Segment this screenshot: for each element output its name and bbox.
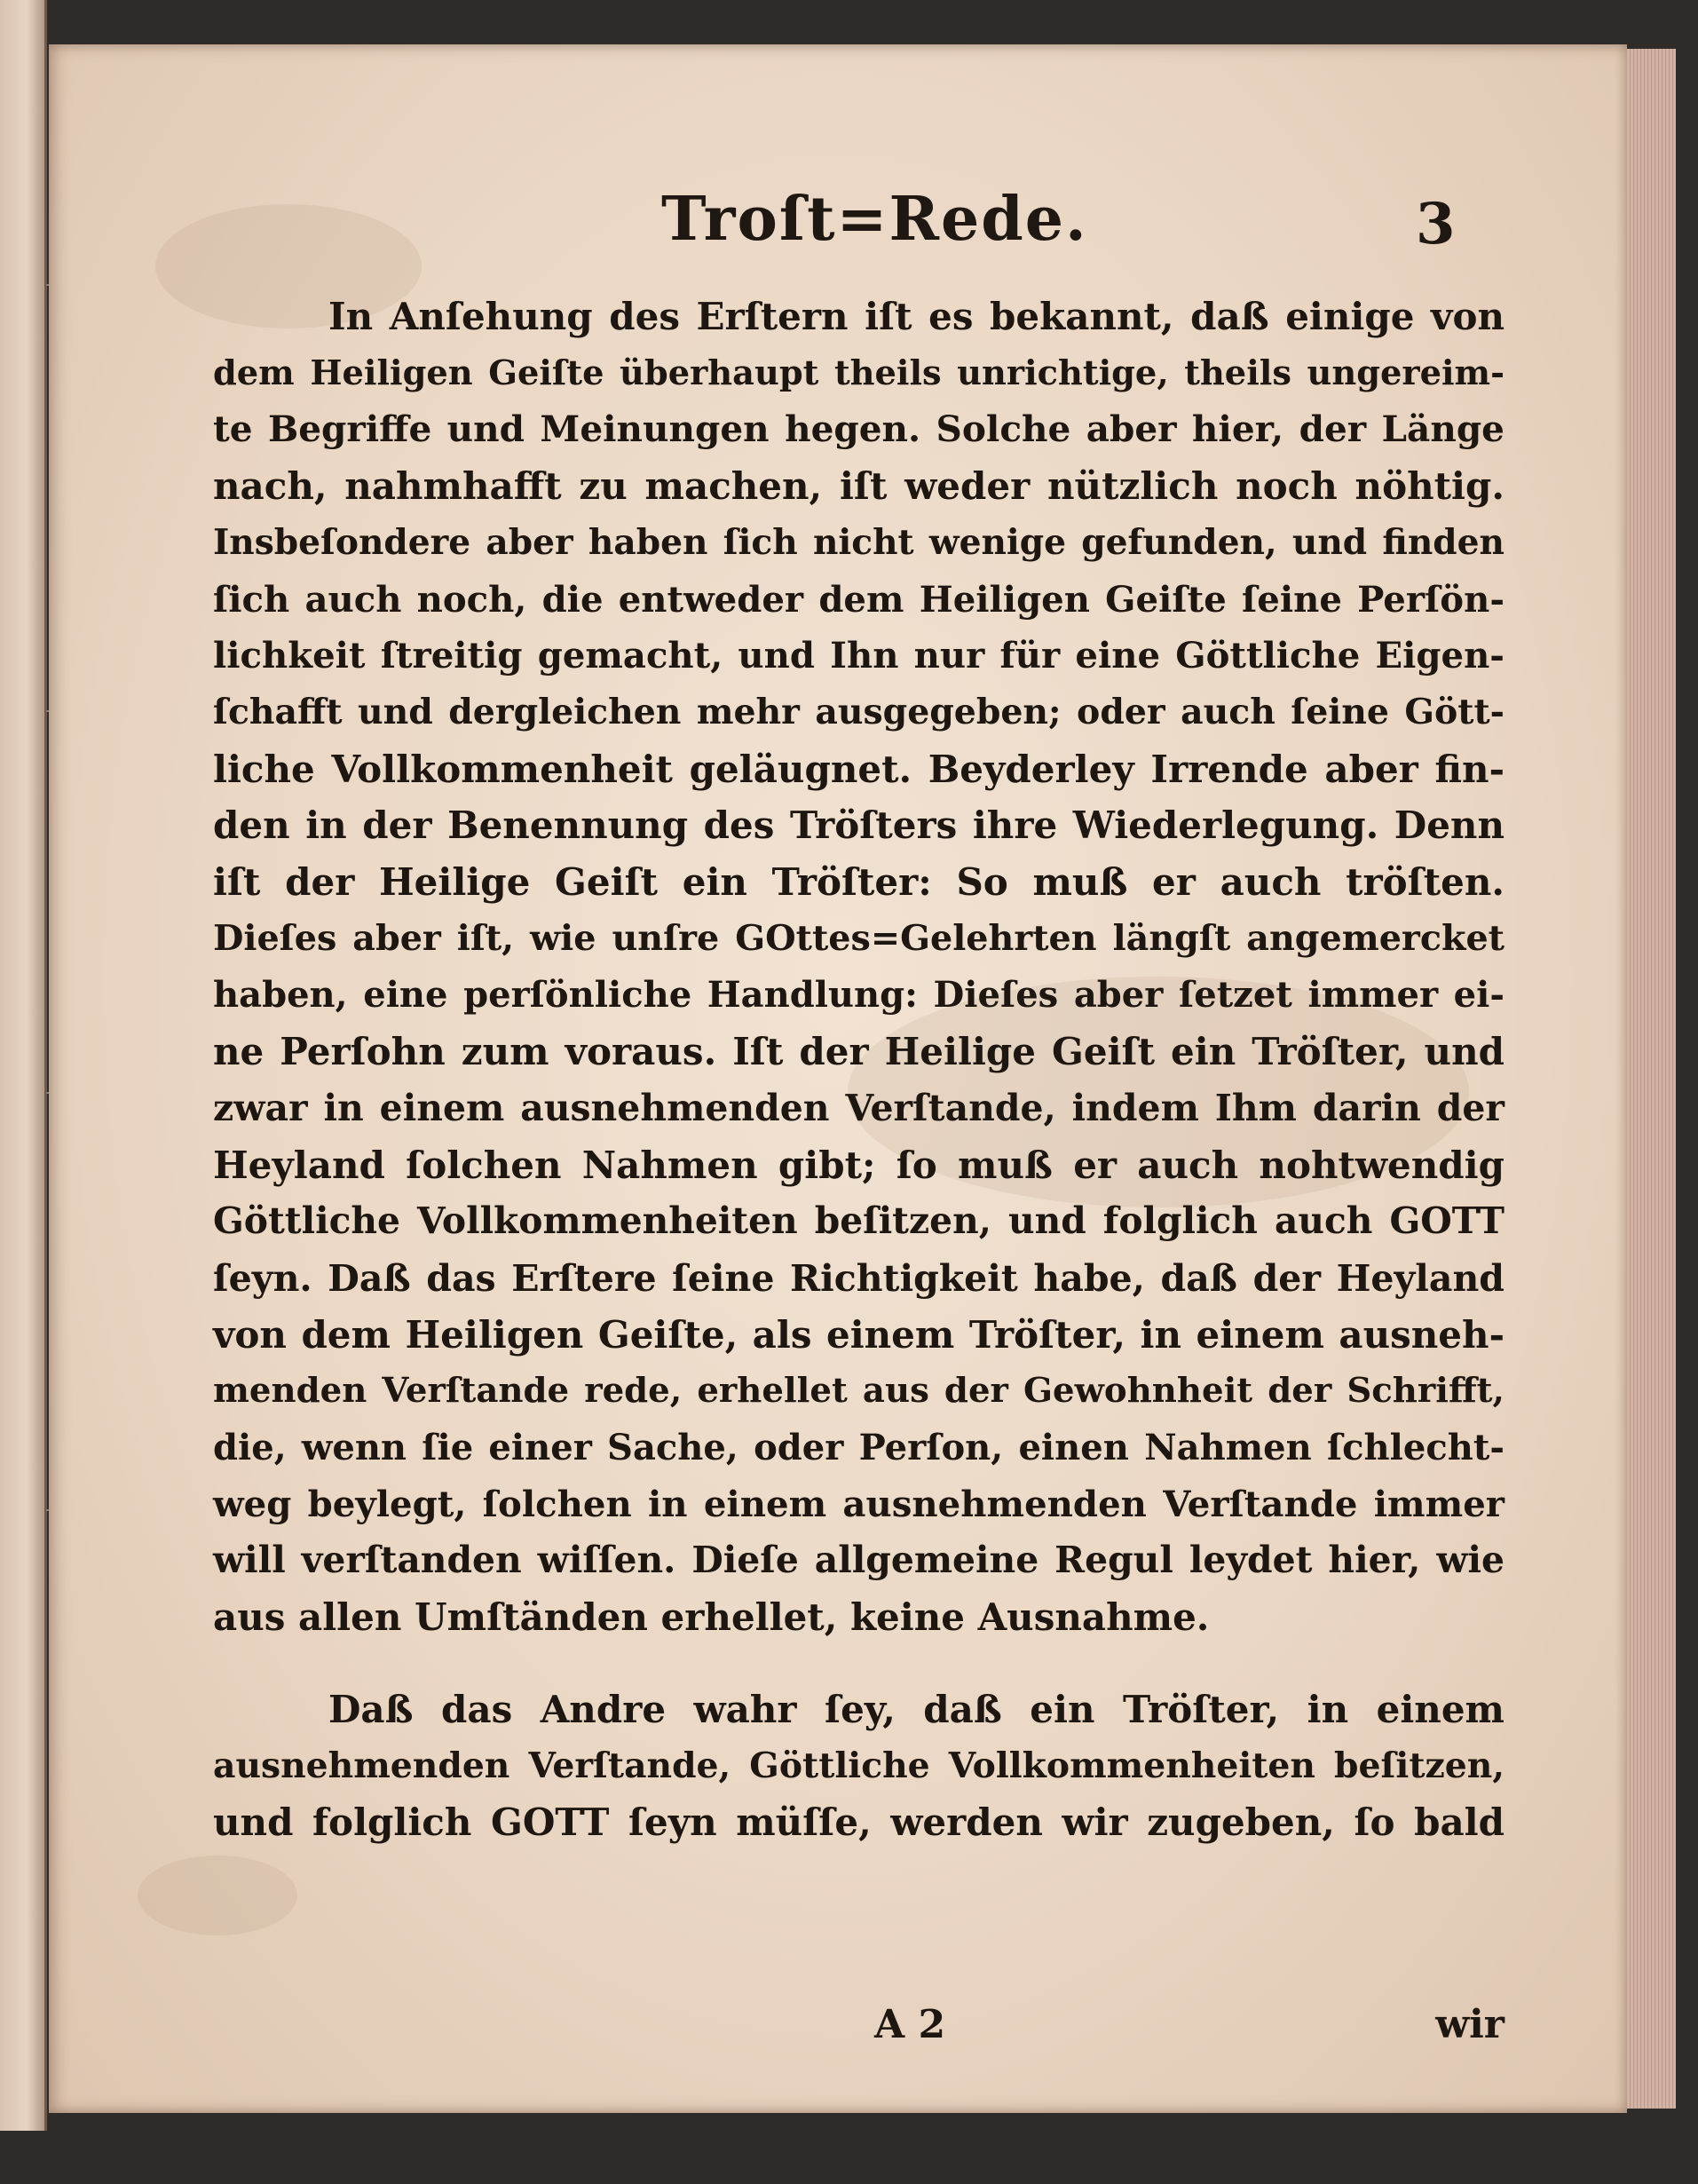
page-header: [49, 173, 1627, 271]
text-line: haben, eine perſönliche Handlung: Dieſes aber ſetzet immer ei-: [213, 974, 1505, 1017]
text-line: iſt der Heilige Geiſt ein Tröſter: So muß er auch tröſten.: [213, 860, 1505, 905]
text-line: ne Perſohn zum voraus. Iſt der Heilige Geiſt ein Tröſter, und: [213, 1030, 1505, 1074]
paragraph-1: [213, 289, 1505, 1646]
body-text: [213, 289, 1505, 1851]
text-line: ſeyn. Daß das Erſtere ſeine Richtigkeit habe, daß der Heyland: [213, 1255, 1505, 1300]
text-line: weg beylegt, ſolchen in einem ausnehmenden Verſtande immer: [213, 1483, 1505, 1525]
text-line: ſchafft und dergleichen mehr ausgegeben; oder auch ſeine Gött-: [213, 691, 1505, 732]
text-line: lichkeit ſtreitig gemacht, und Ihn nur für eine Göttliche Eigen-: [213, 635, 1505, 677]
text-line: Dieſes aber iſt, wie unſre GOttes=Gelehrten längſt angemercket: [213, 917, 1505, 959]
text-line: aus allen Umſtänden erhellet, keine Ausnahme.: [213, 1595, 1210, 1640]
page-number: 3: [1416, 191, 1456, 257]
text-line: Göttliche Vollkommenheiten beſitzen, und folglich auch GOTT: [213, 1199, 1505, 1243]
paper-stain: [138, 1856, 297, 1935]
text-line: In Anſehung des Erſtern iſt es bekannt, daß einige von: [328, 295, 1505, 338]
text-line: will verſtanden wiſſen. Dieſe allgemeine Regul leydet hier, wie: [213, 1539, 1505, 1582]
text-line: und folglich GOTT ſeyn müſſe, werden wir zugeben, ſo bald: [213, 1800, 1505, 1845]
paragraph-2: [213, 1682, 1505, 1851]
text-line: te Begriffe und Meinungen hegen. Solche aber hier, der Länge: [213, 408, 1505, 451]
text-line: ausnehmenden Verſtande, Göttliche Vollkommenheiten beſitzen,: [213, 1745, 1505, 1786]
text-line: dem Heiligen Geiſte überhaupt theils unrichtige, theils ungereim-: [213, 352, 1505, 393]
text-line: liche Vollkommenheit geläugnet. Beyderley Irrende aber fin-: [213, 747, 1505, 791]
text-line: menden Verſtande rede, erhellet aus der Gewohnheit der Schrifft,: [213, 1371, 1505, 1412]
text-line: zwar in einem ausnehmenden Verſtande, indem Ihm darin der: [213, 1086, 1505, 1129]
paragraph-gap: [213, 1646, 1505, 1682]
book-page: [49, 44, 1627, 2113]
text-line: ſich auch noch, die entweder dem Heiligen Geiſte ſeine Perſön-: [213, 578, 1505, 621]
page-footer: [213, 2002, 1505, 2064]
running-title: Troſt=Rede.: [661, 184, 1088, 255]
text-line: Insbeſondere aber haben ſich nicht wenige gefunden, und finden: [213, 521, 1505, 563]
page-fore-edge: [1627, 49, 1676, 2109]
text-line: den in der Benennung des Tröſters ihre Wiederlegung. Denn: [213, 803, 1505, 848]
left-page-edge: [0, 0, 47, 2131]
text-line: von dem Heiligen Geiſte, als einem Tröſter, in einem ausneh-: [213, 1312, 1505, 1357]
catchword: wir: [1435, 2002, 1505, 2047]
text-line: Heyland ſolchen Nahmen gibt; ſo muß er auch nohtwendig: [213, 1143, 1505, 1187]
text-line: Daß das Andre wahr ſey, daß ein Tröſter, in einem: [328, 1687, 1505, 1731]
signature-mark: A 2: [874, 2002, 946, 2047]
text-line: nach, nahmhafft zu machen, iſt weder nützlich noch nöhtig.: [213, 464, 1505, 509]
text-line: die, wenn ſie einer Sache, oder Perſon, einen Nahmen ſchlecht-: [213, 1427, 1505, 1469]
